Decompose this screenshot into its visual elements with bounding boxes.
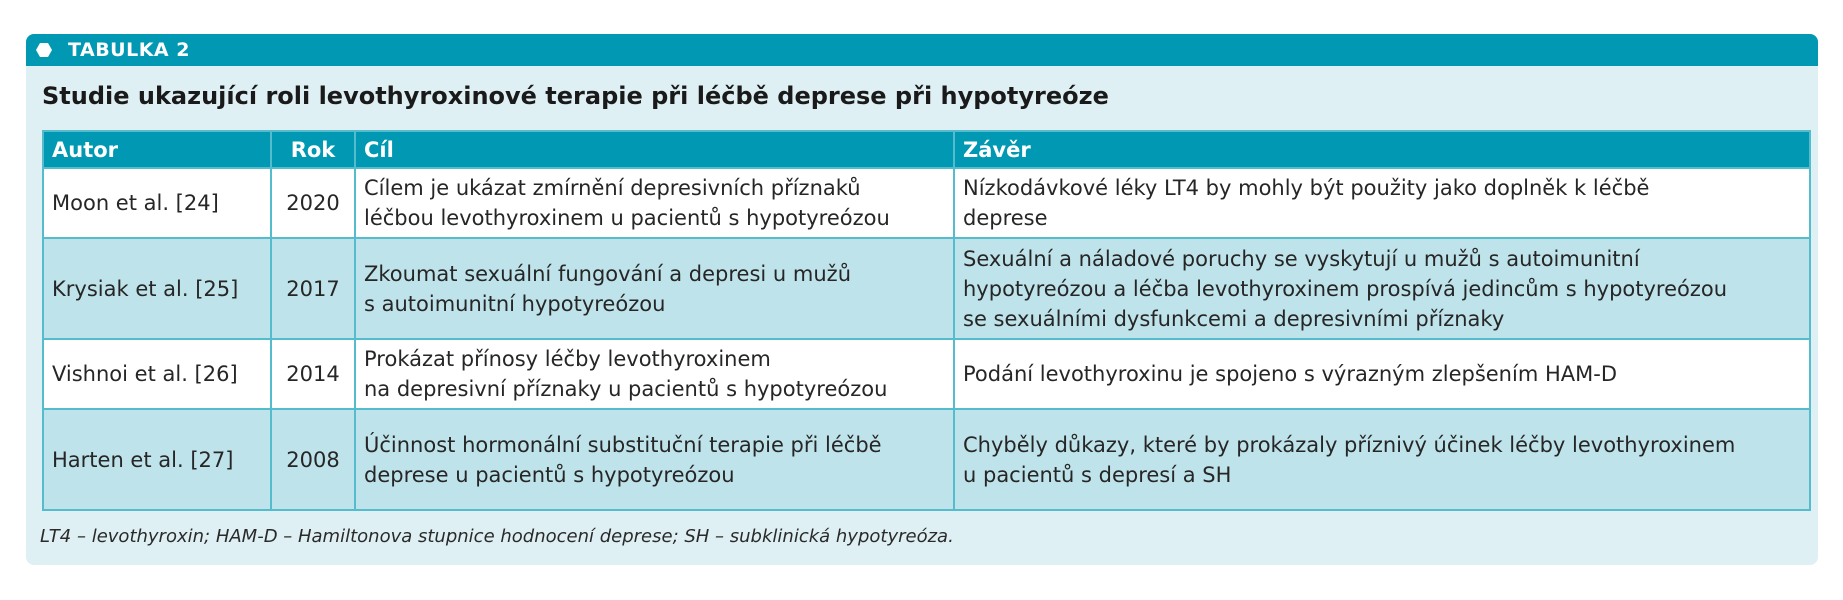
studies-table (42, 130, 1811, 511)
cell-autor: Krysiak et al. [25] (43, 238, 271, 339)
cell-rok: 2020 (271, 168, 355, 238)
table-row (43, 238, 1810, 339)
cell-autor: Moon et al. [24] (43, 168, 271, 238)
cell-rok: 2008 (271, 409, 355, 510)
cell-zaver: Chyběly důkazy, které by prokázaly příznivý účinek léčby levothyroxinem u pacientů s depresí a SH (954, 409, 1810, 510)
hexagon-icon (36, 43, 52, 57)
cell-autor: Vishnoi et al. [26] (43, 339, 271, 409)
table-header-row (43, 131, 1810, 168)
cell-cil: Účinnost hormonální substituční terapie při léčbě deprese u pacientů s hypotyreózou (355, 409, 954, 510)
cell-zaver: Sexuální a náladové poruchy se vyskytují u mužů s autoimunitní hypotyreózou a léčba levothyroxinem prospívá jedincům s hypotyreózou se sexuálními dysfunkcemi a depresivními příznaky (954, 238, 1810, 339)
cell-cil: Cílem je ukázat zmírnění depresivních příznaků léčbou levothyroxinem u pacientů s hypotyreózou (355, 168, 954, 238)
cell-rok: 2017 (271, 238, 355, 339)
table-row (43, 339, 1810, 409)
column-header-cil: Cíl (355, 131, 954, 168)
cell-cil: Prokázat přínosy léčby levothyroxinem na depresivní příznaky u pacientů s hypotyreózou (355, 339, 954, 409)
table-row (43, 409, 1810, 510)
table-number-label: TABULKA 2 (68, 39, 190, 61)
table-card (26, 34, 1818, 565)
cell-cil: Zkoumat sexuální fungování a depresi u mužů s autoimunitní hypotyreózou (355, 238, 954, 339)
cell-rok: 2014 (271, 339, 355, 409)
cell-autor: Harten et al. [27] (43, 409, 271, 510)
table-row (43, 168, 1810, 238)
column-header-autor: Autor (43, 131, 271, 168)
cell-zaver: Nízkodávkové léky LT4 by mohly být použity jako doplněk k léčbě deprese (954, 168, 1810, 238)
cell-zaver: Podání levothyroxinu je spojeno s výrazným zlepšením HAM-D (954, 339, 1810, 409)
column-header-zaver: Závěr (954, 131, 1810, 168)
table-header-bar (26, 34, 1818, 66)
column-header-rok: Rok (271, 131, 355, 168)
table-title: Studie ukazující roli levothyroxinové terapie při léčbě deprese při hypotyreóze (42, 82, 1109, 110)
table-footnote: LT4 – levothyroxin; HAM-D – Hamiltonova stupnice hodnocení deprese; SH – subklinická hypotyreóza. (40, 526, 954, 547)
